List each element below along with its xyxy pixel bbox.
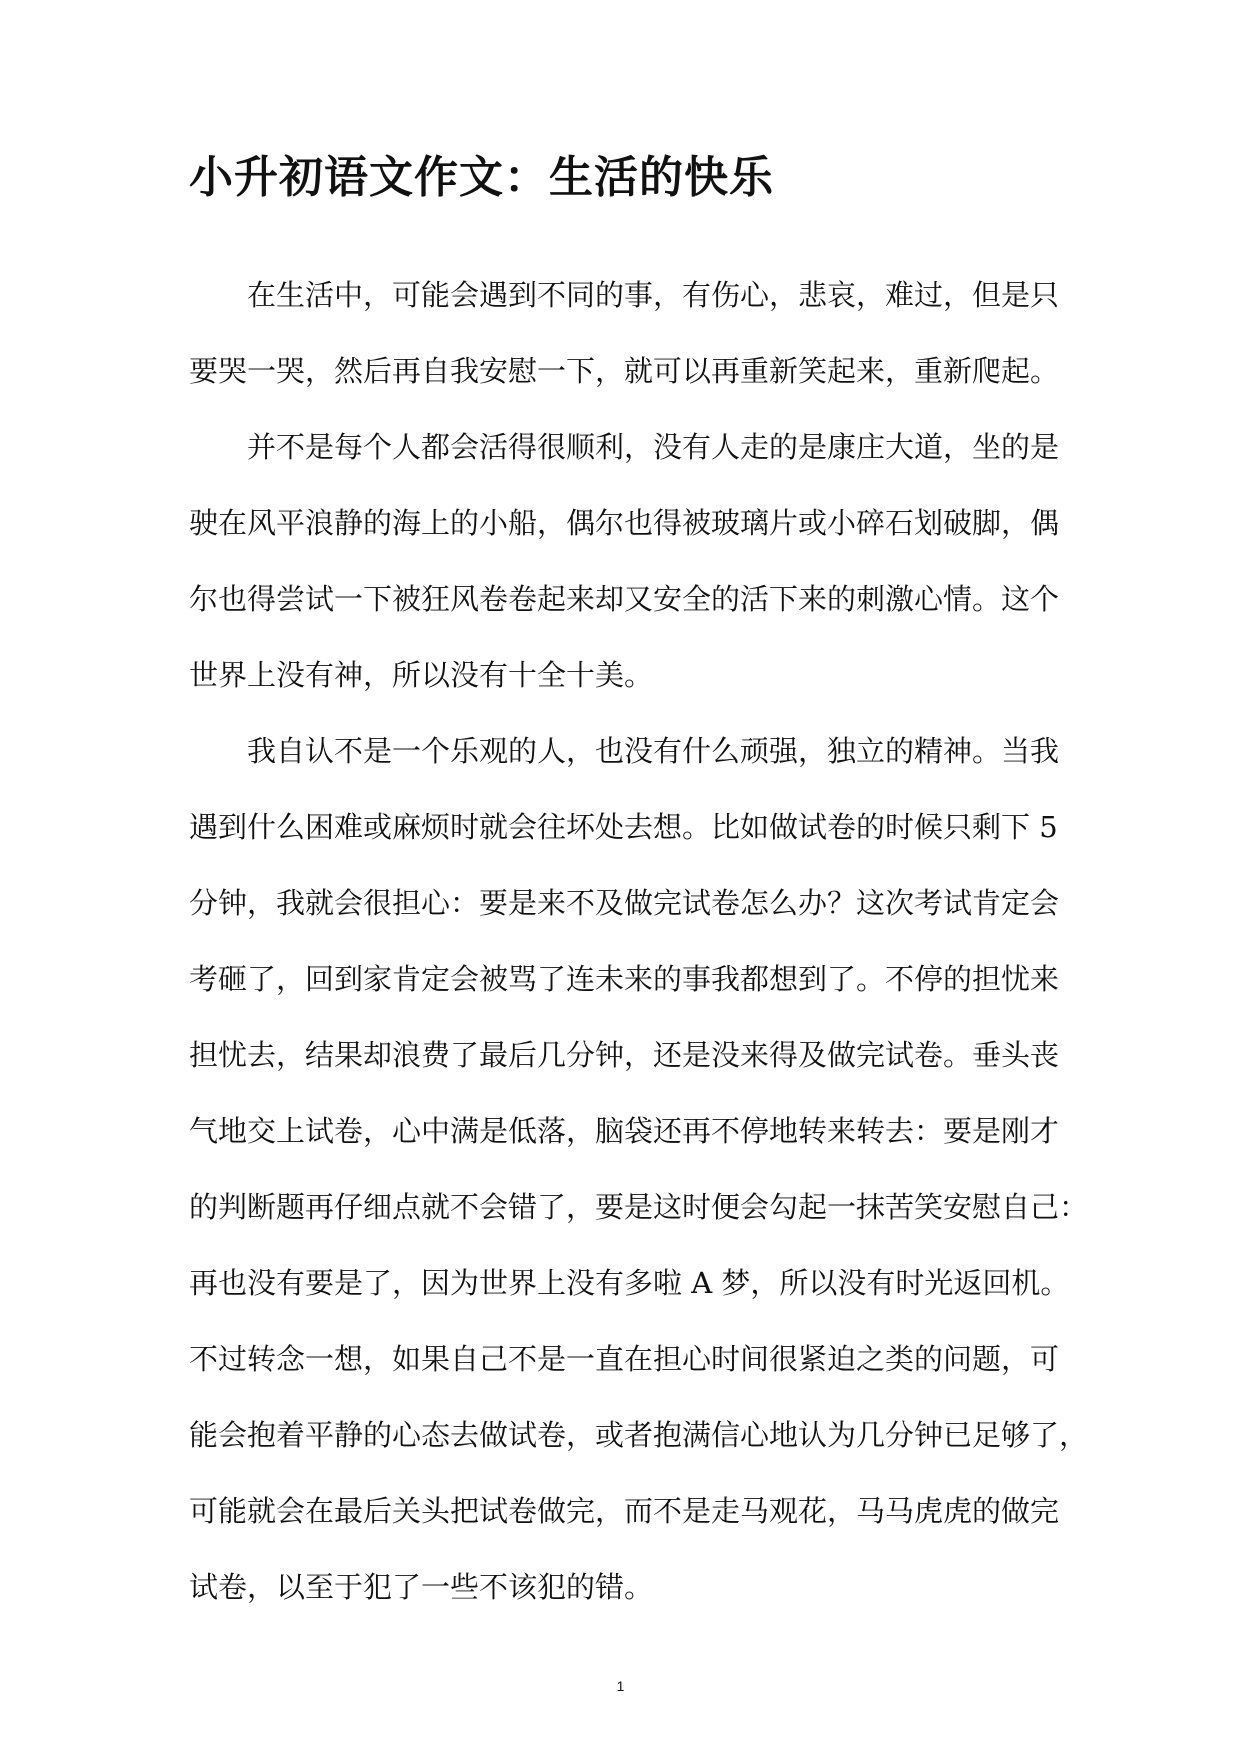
essay-body xyxy=(189,257,1089,1625)
essay-line: 我自认不是一个乐观的人，也没有什么顽强，独立的精神。当我 xyxy=(247,734,1060,768)
essay-line: 试卷，以至于犯了一些不该犯的错。 xyxy=(189,1570,654,1604)
document-title: 小升初语文作文：生活的快乐 xyxy=(189,152,774,203)
essay-line: 担忧去，结果却浪费了最后几分钟，还是没来得及做完试卷。垂头丧 xyxy=(189,1038,1060,1072)
essay-line: 考砸了，回到家肯定会被骂了连未来的事我都想到了。不停的担忧来 xyxy=(189,962,1060,996)
essay-line: 气地交上试卷，心中满是低落，脑袋还再不停地转来转去：要是刚才 xyxy=(189,1114,1060,1148)
essay-line: 驶在风平浪静的海上的小船，偶尔也得被玻璃片或小碎石划破脚，偶 xyxy=(189,506,1060,540)
essay-line: 能会抱着平静的心态去做试卷，或者抱满信心地认为几分钟已足够了， xyxy=(189,1418,1089,1452)
essay-line: 不过转念一想，如果自己不是一直在担心时间很紧迫之类的问题，可 xyxy=(189,1342,1060,1376)
essay-line: 可能就会在最后关头把试卷做完，而不是走马观花，马马虎虎的做完 xyxy=(189,1494,1060,1528)
essay-line: 遇到什么困难或麻烦时就会往坏处去想。比如做试卷的时候只剩下 5 xyxy=(189,810,1058,844)
essay-line: 在生活中，可能会遇到不同的事，有伤心，悲哀，难过，但是只 xyxy=(247,278,1060,312)
essay-line: 尔也得尝试一下被狂风卷卷起来却又安全的活下来的刺激心情。这个 xyxy=(189,582,1060,616)
essay-line: 分钟，我就会很担心：要是来不及做完试卷怎么办？这次考试肯定会 xyxy=(189,886,1060,920)
essay-line: 要哭一哭，然后再自我安慰一下，就可以再重新笑起来，重新爬起。 xyxy=(189,354,1060,388)
essay-line: 世界上没有神，所以没有十全十美。 xyxy=(189,658,654,692)
essay-line: 再也没有要是了，因为世界上没有多啦 A 梦，所以没有时光返回机。 xyxy=(189,1266,1070,1300)
essay-line: 并不是每个人都会活得很顺利，没有人走的是康庄大道，坐的是 xyxy=(247,430,1060,464)
page-number: 1 xyxy=(616,1678,625,1694)
essay-line: 的判断题再仔细点就不会错了，要是这时便会勾起一抹苦笑安慰自己： xyxy=(189,1190,1089,1224)
